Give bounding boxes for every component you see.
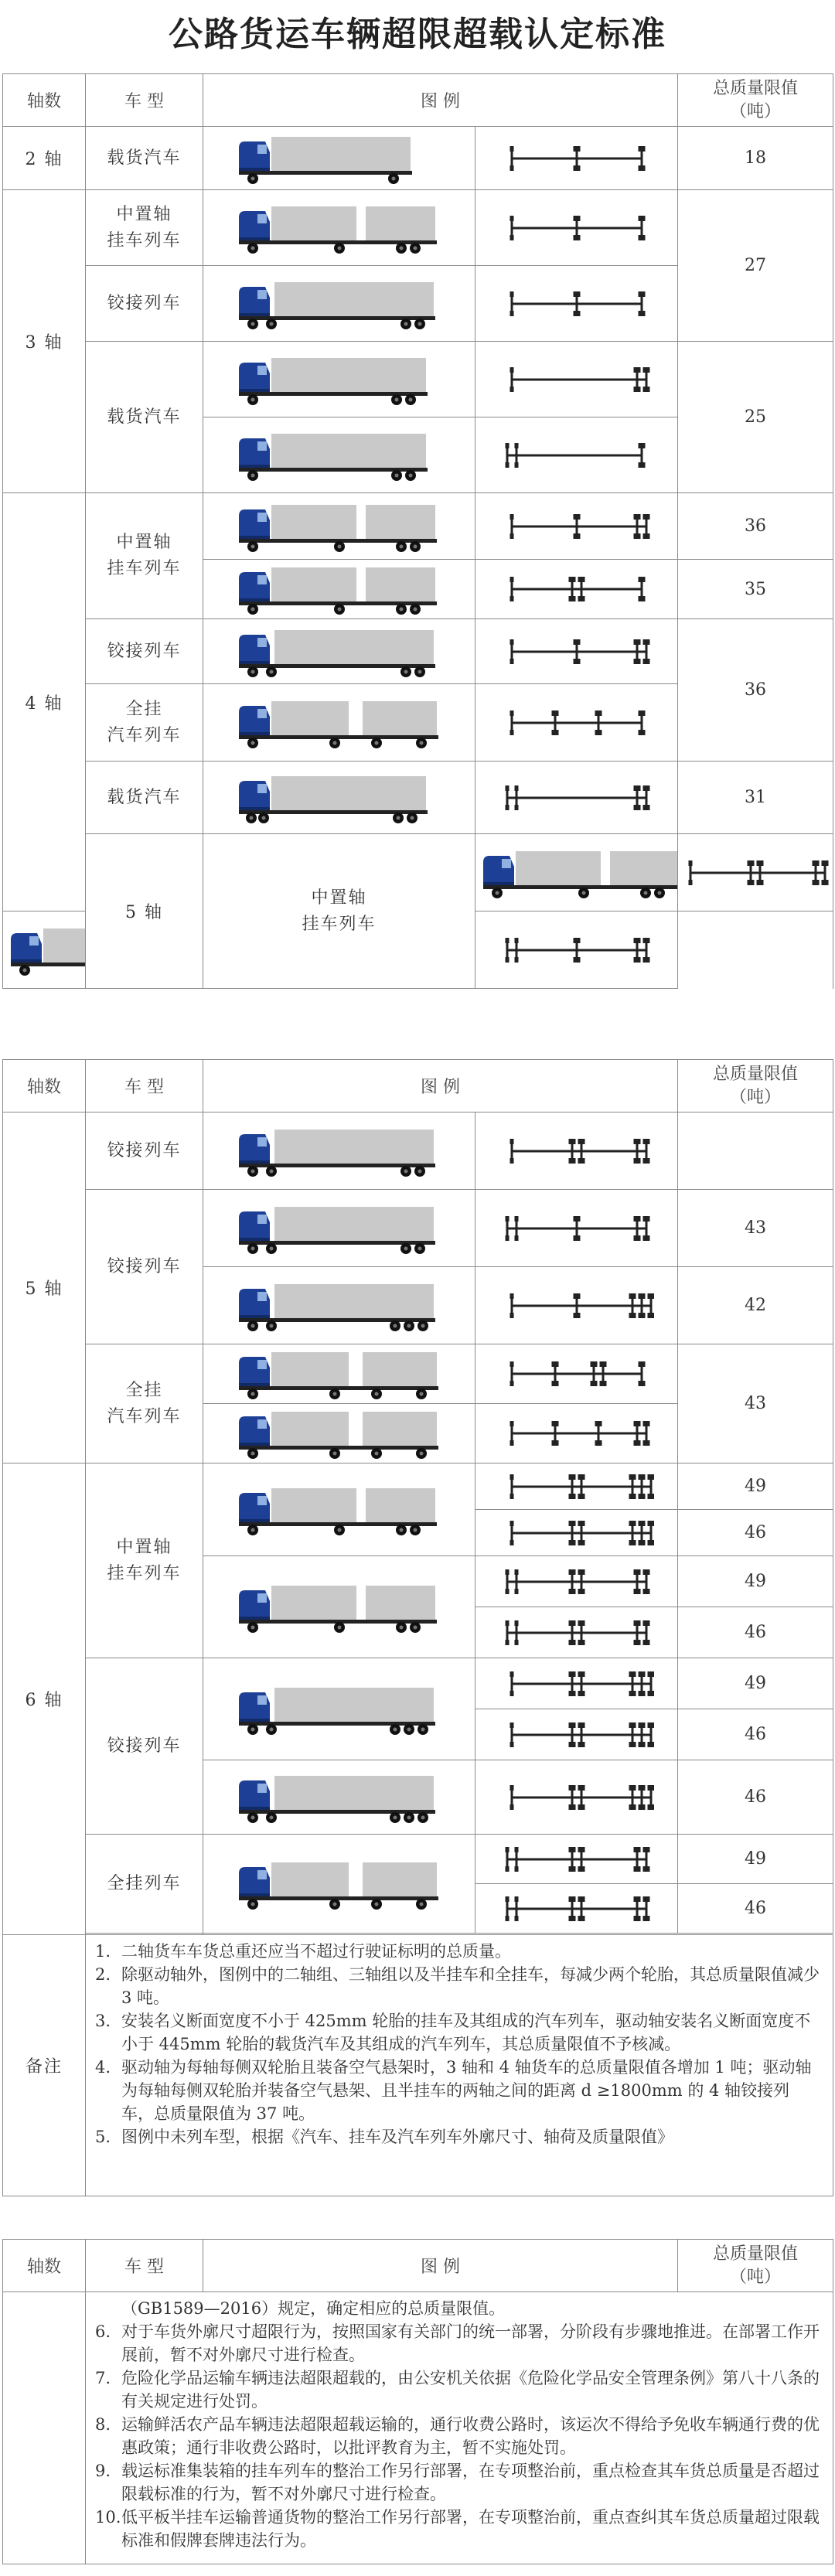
axle-diagram [475, 762, 678, 834]
note-item: 7. 危险化学品运输车辆违法超限超载的，由公安机关依据《危险化学品安全管理条例》第八十八条的有关规定进行处罚。 [95, 2369, 820, 2411]
axle-schematic-icon [499, 1136, 654, 1167]
weight-limit: 46 [678, 1884, 833, 1934]
axle-diagram [475, 619, 678, 684]
truck-icon [231, 1578, 448, 1637]
page-title: 公路货运车辆超限超载认定标准 [169, 15, 666, 54]
axle-diagram [475, 1658, 678, 1709]
axle-schematic-icon [499, 1290, 654, 1321]
truck-icon [231, 350, 448, 409]
truck-icon [475, 843, 678, 902]
notes-row-continued [3, 2292, 833, 2564]
truck-icon [231, 1481, 448, 1539]
truck-illustration [203, 1404, 475, 1463]
axle-schematic-icon [499, 1213, 654, 1244]
truck-illustration [203, 560, 475, 619]
vehicle-type: 中置轴 挂车列车 [86, 190, 203, 266]
axle-schematic-icon [499, 707, 654, 738]
axle-diagram [475, 1113, 678, 1190]
axle-diagram [475, 266, 678, 342]
table-row [3, 127, 833, 190]
note-item: 4. 驱动轴为每轴每侧双轮胎且装备空气悬架时，3 轴和 4 轴货车的总质量限值各增加 1 吨；驱动轴为每轴每侧双轮胎并装备空气悬架、且半挂车的两轴之间的距离 d ≥1800mm 的 4 轴铰接列车，总质量限值为 37 吨。 [95, 2058, 812, 2123]
table-header [3, 74, 833, 127]
weight-limit: 43 [678, 1344, 833, 1463]
axle-diagram [475, 1709, 678, 1760]
truck-illustration [203, 619, 475, 684]
truck-icon [3, 921, 86, 980]
vehicle-type: 载货汽车 [86, 762, 203, 834]
axle-diagram [475, 1267, 678, 1344]
vehicle-type: 铰接列车 [86, 1113, 203, 1190]
header-type: 车 型 [86, 2240, 203, 2292]
axle-count: 5 轴 [3, 1113, 86, 1463]
axle-diagram [475, 1760, 678, 1835]
axle-count: 3 轴 [3, 190, 86, 493]
table-row [3, 1190, 833, 1267]
weight-limit: 43 [678, 1190, 833, 1267]
truck-icon [231, 1404, 448, 1463]
truck-icon [231, 1768, 448, 1827]
truck-illustration [203, 1760, 475, 1835]
header-diagram: 图 例 [203, 1060, 678, 1113]
truck-icon [231, 129, 448, 188]
weight-standard-table-part1 [2, 73, 833, 989]
weight-limit: 36 [678, 619, 833, 762]
weight-standard-table-part3 [2, 2239, 833, 2564]
vehicle-type: 全挂列车 [86, 1835, 203, 1934]
axle-diagram [475, 1607, 678, 1658]
weight-limit: 36 [678, 493, 833, 560]
axle-schematic-icon [499, 1566, 654, 1597]
axle-diagram [475, 684, 678, 762]
truck-icon [231, 693, 448, 752]
truck-icon [231, 1276, 448, 1335]
axle-diagram [475, 1835, 678, 1884]
header-type: 车 型 [86, 74, 203, 127]
vehicle-type: 全挂 汽车列车 [86, 1344, 203, 1463]
note-item: 9. 载运标准集装箱的挂车列车的整治工作另行部署，在专项整治前，重点检查其车货总质量是否超过限载标准的行为，暂不对外廓尺寸进行检查。 [95, 2462, 820, 2503]
axle-schematic-icon [499, 440, 654, 471]
vehicle-type: 载货汽车 [86, 342, 203, 493]
truck-illustration [203, 1190, 475, 1267]
truck-icon [231, 274, 448, 333]
header-diagram: 图 例 [203, 74, 678, 127]
weight-limit: 49 [678, 1835, 833, 1884]
table-row [3, 1344, 833, 1404]
axle-schematic-icon [499, 143, 654, 174]
vehicle-type: 中置轴 挂车列车 [203, 834, 475, 989]
table-row [3, 190, 833, 266]
axle-diagram [475, 342, 678, 417]
table-row [3, 762, 833, 834]
vehicle-type: 中置轴 挂车列车 [86, 493, 203, 619]
axle-schematic-icon [499, 511, 654, 542]
note-item: 1. 二轴货车车货总重还应当不超过行驶证标明的总质量。 [95, 1942, 511, 1961]
axle-diagram [475, 1344, 678, 1404]
axle-schematic-icon [499, 1418, 654, 1449]
header-limit: 总质量限值 （吨） [678, 2240, 833, 2292]
weight-limit: 49 [678, 1463, 833, 1510]
vehicle-type: 中置轴 挂车列车 [86, 1463, 203, 1658]
header-axles: 轴数 [3, 2240, 86, 2292]
axle-diagram [475, 1463, 678, 1510]
truck-illustration [203, 342, 475, 417]
note-item: 2. 除驱动轴外，图例中的二轴组、三轴组以及半挂车和全挂车，每减少两个轮胎，其总质量限值减少 3 吨。 [95, 1965, 820, 2007]
truck-illustration [203, 1113, 475, 1190]
notes-row [3, 1935, 833, 2196]
table-row [3, 619, 833, 684]
axle-diagram [475, 911, 678, 989]
axle-count: 4 轴 [3, 493, 86, 911]
truck-illustration [3, 911, 86, 989]
table-row [3, 1658, 833, 1709]
header-diagram: 图 例 [203, 2240, 678, 2292]
axle-schematic-icon [499, 1782, 654, 1813]
note-item: 5. 图例中未列车型，根据《汽车、挂车及汽车列车外廓尺寸、轴荷及质量限值》 [95, 2128, 673, 2146]
axle-schematic-icon [499, 574, 654, 605]
vehicle-type: 铰接列车 [86, 1190, 203, 1344]
truck-illustration [203, 684, 475, 762]
note-item: 10. 低平板半挂车运输普通货物的整治工作另行部署，在专项整治前，重点查纠其车货总质量超过限载标准和假牌套牌违法行为。 [95, 2508, 820, 2550]
vehicle-type: 铰接列车 [86, 266, 203, 342]
table-header [3, 2240, 833, 2292]
truck-illustration [203, 1658, 475, 1760]
axle-diagram [475, 493, 678, 560]
truck-icon [231, 199, 448, 257]
axle-diagram [475, 1190, 678, 1267]
note-item: 3. 安装名义断面宽度不小于 425mm 轮胎的挂车及其组成的汽车列车，驱动轴安装名义断面宽度不小于 445mm 轮胎的载货汽车及其组成的汽车列车，其总质量限值不予核减。 [95, 2012, 811, 2053]
weight-limit: 46 [678, 1709, 833, 1760]
axle-count: 6 轴 [3, 1463, 86, 1935]
axle-schematic-icon [499, 288, 654, 319]
axle-diagram [475, 560, 678, 619]
weight-standard-table-part2 [2, 1059, 833, 2196]
table-row [3, 834, 833, 911]
truck-illustration [203, 1556, 475, 1658]
axle-diagram [475, 1510, 678, 1556]
axle-schematic-icon [499, 1617, 654, 1648]
axle-diagram [678, 834, 833, 911]
axle-schematic-icon [499, 1844, 654, 1875]
table-header [3, 1060, 833, 1113]
weight-limit: 46 [678, 1760, 833, 1835]
axle-schematic-icon [499, 636, 654, 667]
truck-icon [231, 1680, 448, 1739]
weight-limit: 49 [678, 1556, 833, 1607]
truck-icon [231, 768, 448, 827]
truck-icon [231, 622, 448, 681]
axle-count: 2 轴 [3, 127, 86, 190]
truck-icon [231, 1122, 448, 1181]
weight-limit: 31 [678, 762, 833, 834]
truck-illustration [203, 1267, 475, 1344]
weight-limit: 35 [678, 560, 833, 619]
weight-limit: 18 [678, 127, 833, 190]
table-row [3, 1463, 833, 1510]
header-type: 车 型 [86, 1060, 203, 1113]
axle-schematic-icon [678, 857, 833, 888]
truck-icon [231, 1855, 448, 1913]
vehicle-type: 铰接列车 [86, 619, 203, 684]
vehicle-type: 载货汽车 [86, 127, 203, 190]
vehicle-type: 铰接列车 [86, 1658, 203, 1835]
axle-diagram [475, 190, 678, 266]
axle-diagram [475, 417, 678, 493]
truck-icon [231, 1199, 448, 1258]
truck-icon [231, 426, 448, 485]
note-item: 6. 对于车货外廓尺寸超限行为，按照国家有关部门的统一部署，分阶段有步骤地推进。在部署工作开展前，暂不对外廓尺寸进行检查。 [95, 2322, 820, 2364]
axle-count: 5 轴 [86, 834, 203, 989]
notes-content-continued [86, 2292, 833, 2564]
truck-illustration [203, 1463, 475, 1556]
truck-icon [231, 1344, 448, 1403]
truck-illustration [203, 266, 475, 342]
axle-schematic-icon [499, 782, 654, 813]
header-limit: 总质量限值 （吨） [678, 74, 833, 127]
vehicle-type: 全挂 汽车列车 [86, 684, 203, 762]
notes-content [86, 1935, 833, 2196]
truck-illustration [203, 1344, 475, 1404]
weight-limit: 42 [678, 1267, 833, 1344]
notes-label: 备注 [3, 1935, 86, 2196]
header-axles: 轴数 [3, 1060, 86, 1113]
truck-illustration [475, 834, 678, 911]
axle-schematic-icon [499, 1668, 654, 1699]
weight-limit: 46 [678, 1607, 833, 1658]
weight-limit [678, 1113, 833, 1190]
axle-schematic-icon [499, 935, 654, 966]
weight-limit: 46 [678, 1510, 833, 1556]
notes-label-empty [3, 2292, 86, 2564]
weight-limit: 49 [678, 1658, 833, 1709]
axle-diagram [475, 1884, 678, 1934]
axle-schematic-icon [499, 364, 654, 395]
axle-schematic-icon [499, 1471, 654, 1502]
axle-diagram [475, 1556, 678, 1607]
axle-schematic-icon [499, 1358, 654, 1389]
truck-illustration [203, 493, 475, 560]
truck-illustration [203, 762, 475, 834]
header-axles: 轴数 [3, 74, 86, 127]
axle-diagram [475, 127, 678, 190]
axle-schematic-icon [499, 213, 654, 244]
table-row [3, 493, 833, 560]
truck-illustration [203, 190, 475, 266]
table-row [3, 1835, 833, 1884]
truck-illustration [203, 1835, 475, 1934]
truck-illustration [203, 417, 475, 493]
axle-schematic-icon [499, 1518, 654, 1549]
truck-icon [231, 560, 448, 618]
axle-schematic-icon [499, 1893, 654, 1924]
axle-diagram [475, 1404, 678, 1463]
table-row [3, 1113, 833, 1190]
truck-icon [231, 497, 448, 556]
note-continuation: （GB1589—2016）规定，确定相应的总质量限值。 [121, 2299, 506, 2318]
axle-schematic-icon [499, 1719, 654, 1750]
weight-limit: 25 [678, 342, 833, 493]
weight-limit: 27 [678, 190, 833, 342]
note-item: 8. 运输鲜活农产品车辆违法超限超载运输的，通行收费公路时，该运次不得给予免收车辆通行费的优惠政策；通行非收费公路时，以批评教育为主，暂不实施处罚。 [95, 2415, 820, 2457]
header-limit: 总质量限值 （吨） [678, 1060, 833, 1113]
table-row [3, 342, 833, 417]
truck-illustration [203, 127, 475, 190]
